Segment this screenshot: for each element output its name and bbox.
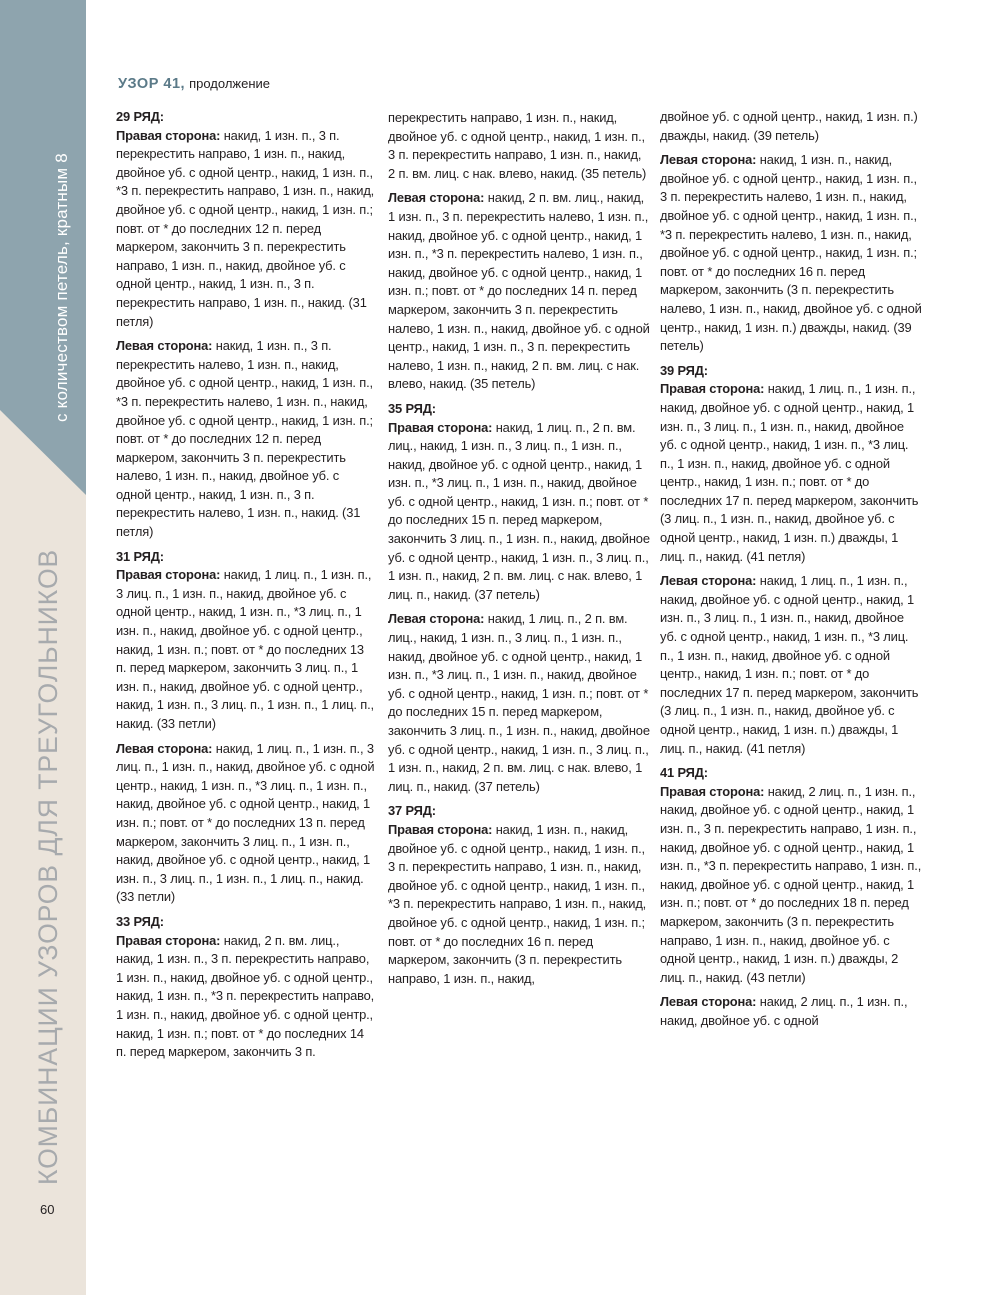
instruction-text: накид, 2 лиц. п., 1 изн. п., накид, двойное уб. с одной центр., накид, 1 изн. п., 3 п. перекрестить направо, 1 изн. п., накид, двойное уб. с одной центр., накид, 1 изн. п., *3 п. перекрестить направо, 1 изн. п., накид, двойное уб. с одной центр., накид, 1 изн. п.; повт. от * до последних 18 п. перед маркером, закончить (3 п. перекрестить направо, 1 изн. п., накид, двойное уб. с одной центр., накид, 1 изн. п.) дважды, 2 лиц. п., накид. (43 петли) bbox=[660, 783, 922, 985]
sidebar-band bbox=[0, 0, 86, 1295]
side-label: Правая сторона: bbox=[116, 127, 221, 143]
side-label: Левая сторона: bbox=[116, 338, 213, 354]
row-heading: 33 РЯД: bbox=[116, 913, 164, 929]
instruction-text: накид, 2 лиц. п., 1 изн. п., накид, двойное уб. с одной bbox=[660, 994, 908, 1028]
instruction-paragraph bbox=[116, 740, 376, 907]
instruction-text: накид, 1 лиц. п., 1 изн. п., накид, двойное уб. с одной центр., накид, 1 изн. п., 3 лиц. п., 1 изн. п., накид, двойное уб. с одной центр., накид, 1 изн. п., *3 лиц. п., 1 изн. п., накид, двойное уб. с одной центр., накид, 1 изн. п.; повт. от * до последних 17 п. перед маркером, закончить (3 лиц. п., 1 изн. п., накид, двойное уб. с одной центр., накид, 1 изн. п.) дважды, 1 лиц. п., накид. (41 петля) bbox=[660, 573, 919, 756]
instruction-paragraph bbox=[388, 821, 650, 988]
row-heading: 29 РЯД: bbox=[116, 109, 164, 124]
instruction-paragraph bbox=[660, 993, 922, 1030]
instruction-text: перекрестить направо, 1 изн. п., накид, двойное уб. с одной центр., накид, 1 изн. п., 3 п. перекрестить направо, 1 изн. п., накид, 2 п. вм. лиц. с нак. влево, накид. (35 петель) bbox=[388, 110, 647, 181]
side-label: Правая сторона: bbox=[116, 567, 221, 583]
instruction-paragraph bbox=[660, 108, 922, 145]
side-label: Правая сторона: bbox=[116, 932, 221, 948]
row-heading: 35 РЯД: bbox=[388, 400, 436, 416]
instruction-text: накид, 1 изн. п., 3 п. перекрестить направо, 1 изн. п., накид, двойное уб. с одной центр., накид, 1 изн. п., *3 п. перекрестить направо, 1 изн. п., накид, двойное уб. с одной центр., накид, 1 изн. п.; повт. от * до последних 12 п. перед маркером, закончить 3 п. перекрестить направо, 1 изн. п., накид, двойное уб. с одной центр., накид, 1 изн. п., 3 п. перекрестить направо, 1 изн. п., накид. (31 петля) bbox=[116, 127, 375, 329]
side-label: Правая сторона: bbox=[660, 783, 765, 799]
instruction-paragraph bbox=[116, 566, 376, 733]
instruction-paragraph bbox=[660, 151, 922, 356]
instruction-text: накид, 2 п. вм. лиц., накид, 1 изн. п., 3 п. перекрестить налево, 1 изн. п., накид, двойное уб. с одной центр., накид, 1 изн. п., *3 п. перекрестить налево, 1 изн. п., накид, двойное уб. с одной центр., накид, 1 изн. п.; повт. от * до последних 14 п. перед маркером, закончить 3 п. перекрестить налево, 1 изн. п., накид, двойное уб. с одной центр., накид, 1 изн. п., 3 п. перекрестить налево, 1 изн. п., накид, 2 п. вм. лиц. с нак. влево, накид. (35 петель) bbox=[388, 190, 650, 392]
page-heading bbox=[118, 76, 270, 92]
instruction-text: накид, 1 лиц. п., 1 изн. п., накид, двойное уб. с одной центр., накид, 1 изн. п., 3 лиц. п., 1 изн. п., накид, двойное уб. с одной центр., накид, 1 изн. п., *3 лиц. п., 1 изн. п., накид, двойное уб. с одной центр., накид, 1 изн. п.; повт. от * до последних 17 п. перед маркером, закончить (3 лиц. п., 1 изн. п., накид, двойное уб. с одной центр., накид, 1 изн. п.) дважды, 1 лиц. п., накид. (41 петля) bbox=[660, 381, 919, 564]
side-label: Правая сторона: bbox=[660, 381, 765, 397]
side-label: Левая сторона: bbox=[388, 611, 485, 627]
side-label: Левая сторона: bbox=[660, 152, 757, 168]
side-label: Левая сторона: bbox=[660, 994, 757, 1010]
instruction-paragraph bbox=[660, 783, 922, 988]
row-heading: 37 РЯД: bbox=[388, 803, 436, 819]
pattern-subtitle: продолжение bbox=[189, 76, 271, 91]
instruction-text: накид, 1 изн. п., 3 п. перекрестить налево, 1 изн. п., накид, двойное уб. с одной центр., накид, 1 изн. п., *3 п. перекрестить налево, 1 изн. п., накид, двойное уб. с одной центр., накид, 1 изн. п.; повт. от * до последних 12 п. перед маркером, закончить 3 п. перекрестить налево, 1 изн. п., накид, двойное уб. с одной центр., накид, 1 изн. п., 3 п. перекрестить налево, 1 изн. п., накид. (31 петля) bbox=[116, 338, 373, 540]
instruction-text: накид, 1 лиц. п., 2 п. вм. лиц., накид, 1 изн. п., 3 лиц. п., 1 изн. п., накид, двойное уб. с одной центр., накид, 1 изн. п., *3 лиц. п., 1 изн. п., накид, двойное уб. с одной центр., накид, 1 изн. п.; повт. от * до последних 15 п. перед маркером, закончить 3 лиц. п., 1 изн. п., накид, двойное уб. с одной центр., накид, 1 изн. п., 3 лиц. п., 1 изн. п., накид, 2 п. вм. лиц. с нак. влево, 1 лиц. п., накид. (37 петель) bbox=[388, 419, 650, 602]
sidebar-triangle bbox=[0, 0, 86, 495]
side-label: Левая сторона: bbox=[388, 190, 485, 206]
instruction-text: накид, 1 лиц. п., 1 изн. п., 3 лиц. п., 1 изн. п., накид, двойное уб. с одной центр., накид, 1 изн. п., *3 лиц. п., 1 изн. п., накид, двойное уб. с одной центр., накид, 1 изн. п.; повт. от * до последних 13 п. перед маркером, закончить 3 лиц. п., 1 изн. п., накид, двойное уб. с одной центр., накид, 1 изн. п., 3 лиц. п., 1 изн. п., 1 лиц. п., накид. (33 петли) bbox=[116, 740, 375, 905]
text-column-3 bbox=[660, 108, 922, 1037]
side-label: Левая сторона: bbox=[660, 573, 757, 589]
instruction-paragraph bbox=[388, 610, 650, 796]
side-label: Правая сторона: bbox=[388, 821, 493, 837]
side-label: Правая сторона: bbox=[388, 419, 493, 435]
instruction-paragraph bbox=[116, 932, 376, 1062]
row-heading: 31 РЯД: bbox=[116, 548, 164, 564]
sidebar-title: КОМБИНАЦИИ УЗОРОВ ДЛЯ ТРЕУГОЛЬНИКОВ bbox=[33, 548, 63, 1185]
sidebar-subtitle: с количеством петель, кратным 8 bbox=[52, 153, 71, 422]
row-heading: 39 РЯД: bbox=[660, 362, 708, 378]
instruction-text: накид, 1 лиц. п., 1 изн. п., 3 лиц. п., 1 изн. п., накид, двойное уб. с одной центр., накид, 1 изн. п., *3 лиц. п., 1 изн. п., накид, двойное уб. с одной центр., накид, 1 изн. п.; повт. от * до последних 13 п. перед маркером, закончить 3 лиц. п., 1 изн. п., накид, двойное уб. с одной центр., накид, 1 изн. п., 3 лиц. п., 1 изн. п., 1 лиц. п., накид. (33 петли) bbox=[116, 567, 374, 731]
instruction-text: накид, 1 изн. п., накид, двойное уб. с одной центр., накид, 1 изн. п., 3 п. перекрестить направо, 1 изн. п., накид, двойное уб. с одной центр., накид, 1 изн. п., *3 п. перекрестить направо, 1 изн. п., накид, двойное уб. с одной центр., накид, 1 изн. п.; повт. от * до последних 16 п. перед маркером, закончить (3 п. перекрестить направо, 1 изн. п., накид, bbox=[388, 821, 647, 986]
side-label: Левая сторона: bbox=[116, 740, 213, 756]
instruction-paragraph bbox=[388, 419, 650, 605]
instruction-paragraph bbox=[388, 109, 650, 183]
instruction-text: накид, 1 лиц. п., 2 п. вм. лиц., накид, 1 изн. п., 3 лиц. п., 1 изн. п., накид, двойное уб. с одной центр., накид, 1 изн. п., *3 лиц. п., 1 изн. п., накид, двойное уб. с одной центр., накид, 1 изн. п.; повт. от * до последних 15 п. перед маркером, закончить 3 лиц. п., 1 изн. п., накид, двойное уб. с одной центр., накид, 1 изн. п., 3 лиц. п., 1 изн. п., накид, 2 п. вм. лиц. с нак. влево, 1 лиц. п., накид. (37 петель) bbox=[388, 611, 650, 794]
text-column-1 bbox=[116, 108, 376, 1068]
instruction-paragraph bbox=[116, 337, 376, 542]
instruction-paragraph bbox=[116, 127, 376, 332]
instruction-text: двойное уб. с одной центр., накид, 1 изн. п.) дважды, накид. (39 петель) bbox=[660, 109, 918, 143]
pattern-title: УЗОР 41, bbox=[118, 76, 186, 92]
instruction-paragraph bbox=[660, 572, 922, 758]
instruction-text: накид, 2 п. вм. лиц., накид, 1 изн. п., 3 п. перекрестить направо, 1 изн. п., накид, двойное уб. с одной центр., накид, 1 изн. п., *3 п. перекрестить направо, 1 изн. п., накид, двойное уб. с одной центр., накид, 1 изн. п.; повт. от * до последних 14 п. перед маркером, закончить 3 п. bbox=[116, 932, 375, 1060]
page-number: 60 bbox=[40, 1202, 55, 1217]
text-column-2 bbox=[388, 109, 650, 994]
row-heading: 41 РЯД: bbox=[660, 765, 708, 781]
instruction-text: накид, 1 изн. п., накид, двойное уб. с одной центр., накид, 1 изн. п., 3 п. перекрестить налево, 1 изн. п., накид, двойное уб. с одной центр., накид, 1 изн. п., *3 п. перекрестить налево, 1 изн. п., накид, двойное уб. с одной центр., накид, 1 изн. п.; повт. от * до последних 16 п. перед маркером, закончить (3 п. перекрестить налево, 1 изн. п., накид, двойное уб. с одной центр., накид, 1 изн. п.) дважды, накид. (39 петель) bbox=[660, 152, 922, 354]
instruction-paragraph bbox=[388, 189, 650, 394]
instruction-paragraph bbox=[660, 380, 922, 566]
